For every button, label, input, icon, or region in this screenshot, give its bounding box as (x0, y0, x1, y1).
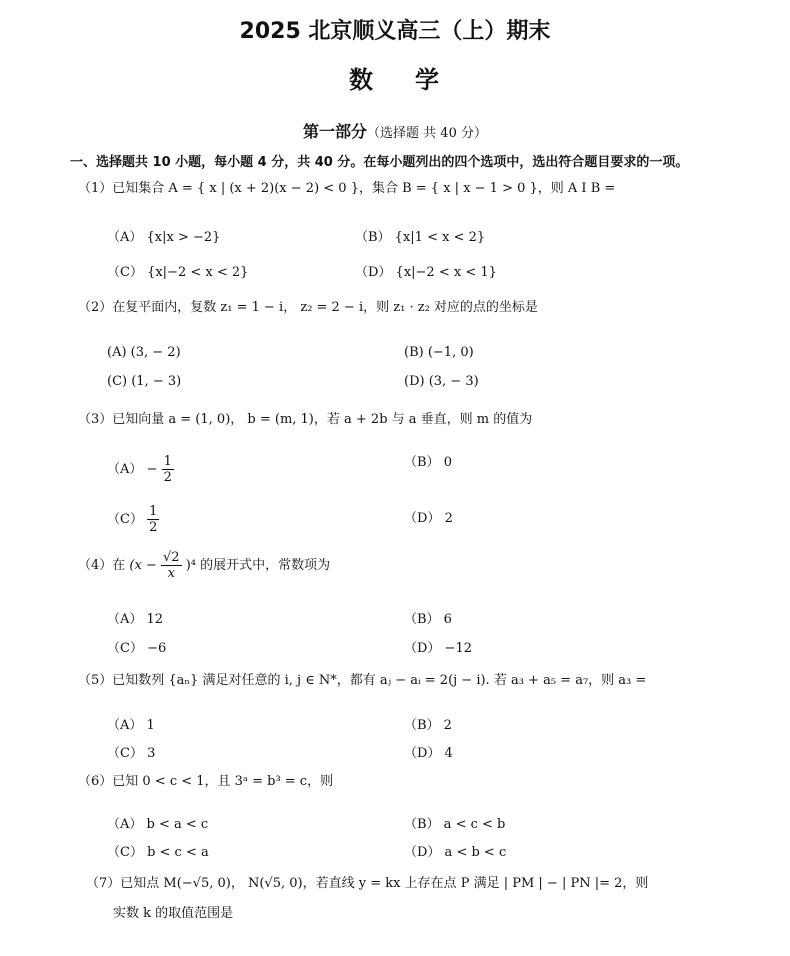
fraction-numerator: 1 (149, 504, 158, 519)
question-6-option-b: （B） a < c < b (404, 817, 506, 832)
section-instructions: 一、选择题共 10 小题，每小题 4 分，共 40 分。在每小题列出的四个选项中，选出符合题目要求的一项。 (70, 155, 689, 170)
option-value: 2 (444, 511, 453, 526)
expr-fraction (161, 550, 182, 581)
question-4-option-c: （C） −6 (107, 641, 167, 656)
fraction (162, 454, 174, 485)
minus-sign: − (146, 462, 158, 477)
part-note: （选择题 共 40 分） (367, 126, 487, 141)
question-5-option-c: （C） 3 (107, 746, 156, 761)
stem-suffix: 的展开式中，常数项为 (200, 558, 331, 573)
part-heading (0, 119, 790, 142)
subject-char-1: 数 (349, 66, 375, 94)
question-6-stem: （6）已知 0 < c < 1，且 3ᵃ = b³ = c，则 (78, 774, 334, 789)
question-6-option-d: （D） a < b < c (404, 845, 507, 860)
question-6-option-c: （C） b < c < a (107, 845, 209, 860)
question-1-option-b: （B） {x|1 < x < 2} (355, 230, 486, 245)
question-4-stem (78, 550, 330, 581)
question-1-option-d: （D） {x|−2 < x < 1} (355, 265, 497, 280)
question-2-option-d: (D) (3, − 3) (404, 374, 479, 389)
question-3-option-a (107, 454, 174, 485)
option-label: （C） (107, 512, 143, 527)
question-1-stem: （1）已知集合 A = { x | (x + 2)(x − 2) < 0 }，集合 B = { x | x − 1 > 0 }，则 A I B = (78, 181, 616, 196)
question-3-option-b (404, 454, 452, 472)
fraction-numerator: 1 (163, 454, 172, 469)
question-6-option-a: （A） b < a < c (107, 817, 209, 832)
question-7-stem-line2: 实数 k 的取值范围是 (113, 906, 234, 921)
question-2-stem: （2）在复平面内，复数 z₁ = 1 − i， z₂ = 2 − i，则 z₁ · z₂ 对应的点的坐标是 (78, 300, 538, 315)
question-1-option-c: （C） {x|−2 < x < 2} (107, 265, 249, 280)
question-4-option-b: （B） 6 (404, 612, 452, 627)
fraction (147, 504, 159, 535)
option-label: （A） (107, 462, 143, 477)
question-7-stem: （7）已知点 M(−√5, 0)， N(√5, 0)，若直线 y = kx 上存在点 P 满足 | PM | − | PN |= 2，则 (86, 876, 649, 891)
exam-title: 2025 北京顺义高三（上）期末 (239, 19, 551, 44)
fraction-numerator: √2 (163, 550, 180, 565)
expr-right: )⁴ (185, 558, 196, 573)
expr-left: (x − (129, 558, 157, 573)
part-title: 第一部分 (303, 122, 368, 141)
question-3-option-d (404, 510, 453, 528)
fraction-denominator: 2 (149, 520, 158, 535)
question-5-option-d: （D） 4 (404, 746, 453, 761)
question-5-option-b: （B） 2 (404, 718, 452, 733)
option-label: （B） (404, 455, 440, 470)
question-2-option-a: (A) (3, − 2) (107, 345, 181, 360)
question-3-option-c (107, 504, 159, 535)
question-5-stem: （5）已知数列 {aₙ} 满足对任意的 i, j ∈ N*，都有 aⱼ − aᵢ = 2(j − i). 若 a₃ + a₅ = a₇，则 a₃ = (78, 673, 647, 688)
stem-prefix: （4）在 (78, 558, 126, 573)
subject-title (0, 60, 790, 95)
fraction-denominator: x (167, 566, 175, 581)
option-label: （D） (404, 511, 441, 526)
question-1-option-a: （A） {x|x > −2} (107, 230, 221, 245)
question-2-option-c: (C) (1, − 3) (107, 374, 182, 389)
fraction-denominator: 2 (163, 470, 172, 485)
question-5-option-a: （A） 1 (107, 718, 155, 733)
question-4-option-a: （A） 12 (107, 612, 164, 627)
option-value: 0 (443, 455, 452, 470)
question-4-option-d: （D） −12 (404, 641, 472, 656)
subject-char-2: 学 (415, 66, 441, 94)
question-3-stem: （3）已知向量 a = (1, 0)， b = (m, 1)，若 a + 2b 与 a 垂直，则 m 的值为 (78, 412, 533, 427)
question-2-option-b: (B) (−1, 0) (404, 345, 474, 360)
